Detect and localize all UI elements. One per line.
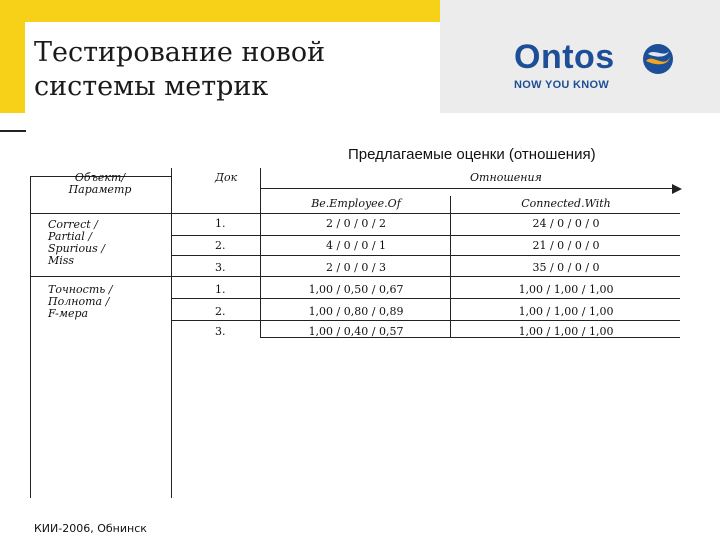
group-label-line: Correct / <box>48 218 98 231</box>
group-label-line: Miss <box>48 254 75 267</box>
logo-wordmark: Ontos <box>514 38 615 76</box>
rel2-value: 1,00 / 1,00 / 1,00 <box>518 283 614 296</box>
row-line-1 <box>171 235 680 236</box>
doc-number: 1. <box>215 217 226 230</box>
slide-title <box>34 36 325 104</box>
table-border-top <box>171 168 172 169</box>
doc-number: 2. <box>215 239 226 252</box>
ontos-logo <box>510 38 680 94</box>
header-doc: Док <box>215 171 238 184</box>
rel2-value: 21 / 0 / 0 / 0 <box>532 239 600 252</box>
rel1-value: 2 / 0 / 0 / 2 <box>325 217 387 230</box>
doc-number: 2. <box>215 305 226 318</box>
relations-header-arrow <box>260 188 680 189</box>
slide-title-line-2: системы метрик <box>34 71 269 102</box>
rel2-value: 35 / 0 / 0 / 0 <box>532 261 600 274</box>
header-param-line: Параметр <box>68 183 132 196</box>
header-object-param <box>40 172 160 196</box>
row-line-5 <box>171 320 680 321</box>
doc-number: 3. <box>215 261 226 274</box>
group-label-line: Точность / <box>48 283 113 296</box>
table-border-left <box>30 176 31 498</box>
rel2-value: 1,00 / 1,00 / 1,00 <box>518 325 614 338</box>
table-divider-relations <box>260 168 261 337</box>
logo-tagline: NOW YOU KNOW <box>514 79 610 91</box>
table-caption: Предлагаемые оценки (отношения) <box>348 146 596 163</box>
header-object-line: Объект/ <box>74 171 126 184</box>
rel2-value: 1,00 / 1,00 / 1,00 <box>518 305 614 318</box>
group-label-counts <box>48 219 168 267</box>
metrics-table <box>30 168 680 498</box>
doc-number: 3. <box>215 325 226 338</box>
group-label-line: Spurious / <box>48 242 105 255</box>
rel1-value: 1,00 / 0,80 / 0,89 <box>308 305 404 318</box>
logo-swirl-icon <box>642 43 674 75</box>
rel2-value: 24 / 0 / 0 / 0 <box>532 217 600 230</box>
arrow-right-icon <box>672 184 682 194</box>
table-divider-doc <box>171 168 172 498</box>
row-line-2 <box>171 255 680 256</box>
rel1-value: 1,00 / 0,40 / 0,57 <box>308 325 404 338</box>
header-rule <box>0 130 26 132</box>
table-divider-rel2 <box>450 196 451 337</box>
doc-number: 1. <box>215 283 226 296</box>
rel1-value: 1,00 / 0,50 / 0,67 <box>308 283 404 296</box>
header-bottom-line <box>30 213 680 214</box>
header-relations: Отношения <box>470 171 542 184</box>
group-label-precision <box>48 284 168 320</box>
group-label-line: Полнота / <box>48 295 110 308</box>
header-rel1: Be.Employee.Of <box>311 197 401 210</box>
rel1-value: 4 / 0 / 0 / 1 <box>325 239 387 252</box>
slide-title-line-1: Тестирование новой <box>34 37 326 68</box>
group-label-line: Partial / <box>48 230 92 243</box>
group-label-line: F-мера <box>48 307 89 320</box>
group-divider <box>30 276 680 277</box>
slide-footer: КИИ-2006, Обнинск <box>34 522 147 535</box>
header-rel2: Connected.With <box>521 197 611 210</box>
rel1-value: 2 / 0 / 0 / 3 <box>325 261 387 274</box>
row-line-4 <box>171 298 680 299</box>
